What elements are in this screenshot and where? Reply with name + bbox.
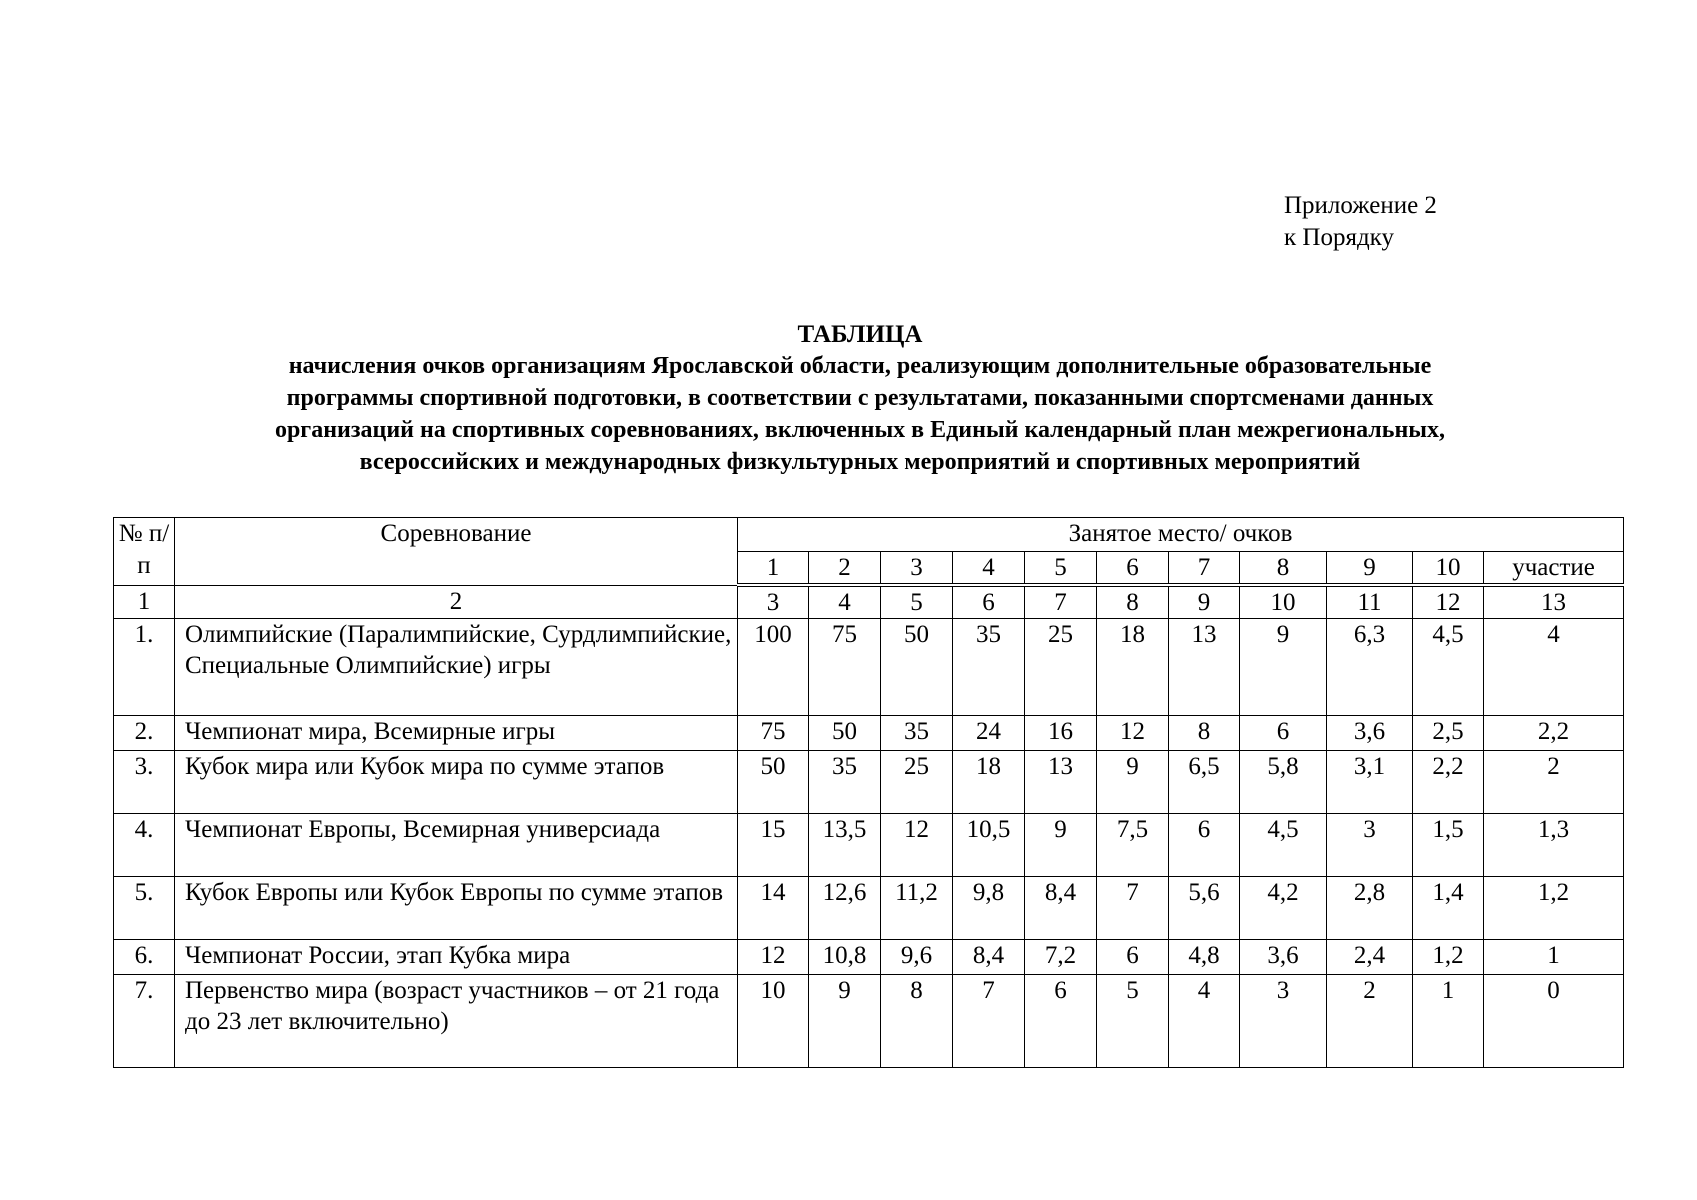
- points-participation: 1,2: [1484, 877, 1624, 940]
- competition-name: Чемпионат России, этап Кубка мира: [175, 940, 738, 975]
- points-place-1: 10: [738, 975, 809, 1068]
- points-place-9: 6,3: [1327, 619, 1413, 716]
- title-sub-line-4: всероссийских и международных физкультурных мероприятий и спортивных мероприятий: [359, 449, 1361, 475]
- header-place-3: 3: [881, 552, 953, 586]
- competition-name: Чемпионат мира, Всемирные игры: [175, 716, 738, 751]
- points-place-8: 4,5: [1240, 814, 1327, 877]
- points-place-1: 50: [738, 751, 809, 814]
- header-place-10: 10: [1413, 552, 1484, 586]
- points-place-7: 4,8: [1169, 940, 1240, 975]
- points-place-8: 4,2: [1240, 877, 1327, 940]
- points-place-6: 5: [1097, 975, 1169, 1068]
- header-place-8: 8: [1240, 552, 1327, 586]
- points-participation: 2,2: [1484, 716, 1624, 751]
- header-competition: Соревнование: [175, 518, 738, 586]
- points-place-7: 4: [1169, 975, 1240, 1068]
- competition-name: Кубок мира или Кубок мира по сумме этапов: [175, 751, 738, 814]
- column-number-13: 13: [1484, 585, 1624, 619]
- points-place-10: 1,2: [1413, 940, 1484, 975]
- points-place-5: 6: [1025, 975, 1097, 1068]
- points-place-2: 12,6: [809, 877, 881, 940]
- points-place-10: 1,5: [1413, 814, 1484, 877]
- header-place-2: 2: [809, 552, 881, 586]
- competition-name: Кубок Европы или Кубок Европы по сумме этапов: [175, 877, 738, 940]
- title-sub-line-3: организаций на спортивных соревнованиях, включенных в Единый календарный план межрегиональных,: [274, 417, 1446, 443]
- column-number-row: [114, 585, 1624, 619]
- points-place-3: 25: [881, 751, 953, 814]
- competition-name: Первенство мира (возраст участников – от 21 года до 23 лет включительно): [175, 975, 738, 1068]
- column-number-3: 3: [738, 585, 809, 619]
- points-place-3: 12: [881, 814, 953, 877]
- points-place-5: 7,2: [1025, 940, 1097, 975]
- column-number-2: 2: [175, 585, 738, 619]
- points-place-3: 35: [881, 716, 953, 751]
- table-row: [114, 716, 1624, 751]
- points-place-4: 7: [953, 975, 1025, 1068]
- row-number: 6.: [114, 940, 175, 975]
- points-place-10: 2,5: [1413, 716, 1484, 751]
- points-place-4: 8,4: [953, 940, 1025, 975]
- points-place-4: 9,8: [953, 877, 1025, 940]
- column-number-11: 11: [1327, 585, 1413, 619]
- points-place-7: 6,5: [1169, 751, 1240, 814]
- points-place-1: 12: [738, 940, 809, 975]
- points-place-7: 8: [1169, 716, 1240, 751]
- table-row: [114, 814, 1624, 877]
- points-place-8: 5,8: [1240, 751, 1327, 814]
- points-place-2: 75: [809, 619, 881, 716]
- header-place-7: 7: [1169, 552, 1240, 586]
- column-number-7: 7: [1025, 585, 1097, 619]
- points-participation: 4: [1484, 619, 1624, 716]
- points-place-4: 18: [953, 751, 1025, 814]
- column-number-1: 1: [114, 585, 175, 619]
- points-place-2: 13,5: [809, 814, 881, 877]
- title-sub-line-1: начисления очков организациям Ярославской области, реализующим дополнительные образовательные: [288, 353, 1432, 379]
- points-place-8: 3,6: [1240, 940, 1327, 975]
- title-sub-line-2: программы спортивной подготовки, в соответствии с результатами, показанными спортсменами данных: [286, 385, 1434, 411]
- table-row: [114, 751, 1624, 814]
- column-number-9: 9: [1169, 585, 1240, 619]
- row-number: 1.: [114, 619, 175, 716]
- points-place-10: 1,4: [1413, 877, 1484, 940]
- points-place-9: 2,4: [1327, 940, 1413, 975]
- appendix-reference: [1284, 190, 1437, 254]
- points-place-1: 15: [738, 814, 809, 877]
- header-row: [114, 518, 1624, 552]
- table-row: [114, 940, 1624, 975]
- column-number-12: 12: [1413, 585, 1484, 619]
- points-place-10: 1: [1413, 975, 1484, 1068]
- header-place-11: участие: [1484, 552, 1624, 586]
- points-place-7: 13: [1169, 619, 1240, 716]
- points-place-1: 100: [738, 619, 809, 716]
- points-table: [113, 517, 1624, 1068]
- table-row: [114, 619, 1624, 716]
- points-place-10: 2,2: [1413, 751, 1484, 814]
- points-place-7: 5,6: [1169, 877, 1240, 940]
- header-place-5: 5: [1025, 552, 1097, 586]
- points-place-1: 14: [738, 877, 809, 940]
- row-number: 3.: [114, 751, 175, 814]
- points-place-3: 9,6: [881, 940, 953, 975]
- header-place-9: 9: [1327, 552, 1413, 586]
- header-no: № п/п: [114, 518, 175, 586]
- points-place-9: 3,1: [1327, 751, 1413, 814]
- points-place-6: 9: [1097, 751, 1169, 814]
- points-place-6: 7: [1097, 877, 1169, 940]
- points-place-2: 10,8: [809, 940, 881, 975]
- header-place-1: 1: [738, 552, 809, 586]
- points-place-7: 6: [1169, 814, 1240, 877]
- appendix-line-1: Приложение 2: [1284, 192, 1437, 219]
- points-place-6: 7,5: [1097, 814, 1169, 877]
- column-number-4: 4: [809, 585, 881, 619]
- points-place-5: 16: [1025, 716, 1097, 751]
- competition-name: Чемпионат Европы, Всемирная универсиада: [175, 814, 738, 877]
- column-number-8: 8: [1097, 585, 1169, 619]
- row-number: 7.: [114, 975, 175, 1068]
- points-place-9: 2,8: [1327, 877, 1413, 940]
- points-place-5: 13: [1025, 751, 1097, 814]
- title-main: ТАБЛИЦА: [797, 321, 923, 348]
- document-title: [150, 320, 1570, 478]
- row-number: 4.: [114, 814, 175, 877]
- points-place-10: 4,5: [1413, 619, 1484, 716]
- points-participation: 2: [1484, 751, 1624, 814]
- row-number: 5.: [114, 877, 175, 940]
- competition-name: Олимпийские (Паралимпийские, Сурдлимпийские, Специальные Олимпийские) игры: [175, 619, 738, 716]
- points-place-6: 6: [1097, 940, 1169, 975]
- points-place-6: 18: [1097, 619, 1169, 716]
- points-participation: 0: [1484, 975, 1624, 1068]
- points-place-3: 8: [881, 975, 953, 1068]
- column-number-6: 6: [953, 585, 1025, 619]
- row-number: 2.: [114, 716, 175, 751]
- points-participation: 1,3: [1484, 814, 1624, 877]
- points-place-8: 3: [1240, 975, 1327, 1068]
- points-place-2: 9: [809, 975, 881, 1068]
- points-place-8: 9: [1240, 619, 1327, 716]
- points-place-1: 75: [738, 716, 809, 751]
- points-place-4: 35: [953, 619, 1025, 716]
- points-place-4: 24: [953, 716, 1025, 751]
- table-body: [114, 518, 1624, 1068]
- header-place-group: Занятое место/ очков: [738, 518, 1624, 552]
- points-place-8: 6: [1240, 716, 1327, 751]
- points-place-6: 12: [1097, 716, 1169, 751]
- points-place-5: 8,4: [1025, 877, 1097, 940]
- column-number-10: 10: [1240, 585, 1327, 619]
- points-place-2: 35: [809, 751, 881, 814]
- points-place-4: 10,5: [953, 814, 1025, 877]
- header-place-6: 6: [1097, 552, 1169, 586]
- table-row: [114, 975, 1624, 1068]
- column-number-5: 5: [881, 585, 953, 619]
- header-place-4: 4: [953, 552, 1025, 586]
- points-place-9: 2: [1327, 975, 1413, 1068]
- points-place-5: 9: [1025, 814, 1097, 877]
- points-place-3: 50: [881, 619, 953, 716]
- points-place-5: 25: [1025, 619, 1097, 716]
- points-place-9: 3: [1327, 814, 1413, 877]
- points-place-3: 11,2: [881, 877, 953, 940]
- table-row: [114, 877, 1624, 940]
- points-place-2: 50: [809, 716, 881, 751]
- appendix-line-2: к Порядку: [1284, 224, 1394, 251]
- points-place-9: 3,6: [1327, 716, 1413, 751]
- points-participation: 1: [1484, 940, 1624, 975]
